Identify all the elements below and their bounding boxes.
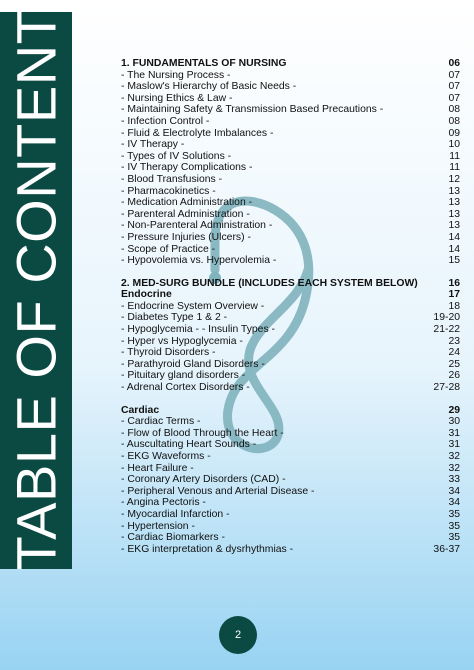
toc-entry-title: - Parenteral Administration - (121, 208, 250, 220)
toc-entry-row[interactable] (121, 255, 460, 267)
toc-page-number: 21-22 (433, 324, 460, 336)
toc-heading-row[interactable] (121, 289, 460, 301)
toc-page-number: 15 (448, 255, 460, 267)
toc-page-number: 34 (448, 497, 460, 509)
toc-page-number: 31 (448, 427, 460, 439)
toc-entry-title: - Medication Administration - (121, 197, 253, 209)
toc-entry-title: - Coronary Artery Disorders (CAD) - (121, 474, 286, 486)
toc-entry-title: - Pituitary gland disorders - (121, 370, 246, 382)
toc-page-number: 31 (448, 439, 460, 451)
toc-entry-title: - Peripheral Venous and Arterial Disease - (121, 485, 315, 497)
toc-entry-title: - Types of IV Solutions - (121, 150, 232, 162)
toc-entry-row[interactable] (121, 116, 460, 128)
toc-entry-title: - Heart Failure - (121, 462, 194, 474)
toc-entry-row[interactable] (121, 232, 460, 244)
toc-page-number: 09 (448, 127, 460, 139)
toc-entry-title: - Hypovolemia vs. Hypervolemia - (121, 255, 277, 267)
table-of-contents (121, 58, 460, 566)
toc-page-number: 16 (448, 277, 460, 289)
toc-entry-row[interactable] (121, 416, 460, 428)
toc-entry-row[interactable] (121, 104, 460, 116)
toc-entry-title: - Endocrine System Overview - (121, 300, 265, 312)
toc-page-number: 36-37 (433, 543, 460, 555)
toc-entry-row[interactable] (121, 463, 460, 475)
toc-entry-title: - Cardiac Biomarkers - (121, 532, 225, 544)
toc-page-number: 13 (448, 220, 460, 232)
toc-page-number: 32 (448, 462, 460, 474)
toc-entry-title: - Auscultating Heart Sounds - (121, 439, 257, 451)
toc-entry-title: Cardiac (121, 404, 160, 416)
toc-entry-row[interactable] (121, 209, 460, 221)
toc-entry-row[interactable] (121, 486, 460, 498)
toc-page-number: 35 (448, 532, 460, 544)
sidebar-banner (0, 9, 72, 571)
toc-page-number: 11 (449, 150, 460, 162)
toc-entry-title: 2. MED-SURG BUNDLE (INCLUDES EACH SYSTEM BELOW) (121, 277, 418, 289)
page-number-badge (219, 616, 257, 654)
toc-entry-title: - Hyper vs Hypoglycemia - (121, 335, 243, 347)
toc-section (121, 405, 460, 556)
toc-page-number: 25 (448, 358, 460, 370)
toc-entry-row[interactable] (121, 70, 460, 82)
toc-page-number: 11 (449, 162, 460, 174)
toc-entry-title: Endocrine (121, 289, 172, 301)
toc-entry-title: - Hypoglycemia - - Insulin Types - (121, 324, 275, 336)
toc-entry-row[interactable] (121, 301, 460, 313)
toc-heading-row[interactable] (121, 58, 460, 70)
toc-entry-title: - Infection Control - (121, 115, 210, 127)
toc-page-number: 26 (448, 370, 460, 382)
toc-entry-title: - Parathyroid Gland Disorders - (121, 358, 265, 370)
toc-entry-row[interactable] (121, 324, 460, 336)
toc-heading-row[interactable] (121, 278, 460, 290)
toc-page-number: 35 (448, 508, 460, 520)
toc-page-number: 24 (448, 347, 460, 359)
toc-entry-row[interactable] (121, 81, 460, 93)
toc-entry-row[interactable] (121, 336, 460, 348)
toc-entry-title: - Myocardial Infarction - (121, 508, 230, 520)
toc-entry-title: - Adrenal Cortex Disorders - (121, 382, 250, 394)
toc-page-number: 13 (448, 208, 460, 220)
toc-entry-row[interactable] (121, 197, 460, 209)
toc-entry-row[interactable] (121, 497, 460, 509)
page-number: 2 (234, 629, 242, 641)
toc-entry-title: - Flow of Blood Through the Heart - (121, 427, 284, 439)
toc-entry-row[interactable] (121, 544, 460, 556)
toc-entry-title: - EKG Waveforms - (121, 451, 211, 462)
toc-entry-row[interactable] (121, 451, 460, 463)
toc-entry-title: - Pressure Injuries (Ulcers) - (121, 231, 251, 243)
toc-entry-row[interactable] (121, 428, 460, 440)
toc-page-number: 06 (448, 58, 460, 69)
toc-entry-row[interactable] (121, 151, 460, 163)
toc-entry-row[interactable] (121, 93, 460, 105)
toc-page-number: 34 (448, 485, 460, 497)
toc-entry-row[interactable] (121, 174, 460, 186)
toc-entry-row[interactable] (121, 439, 460, 451)
toc-entry-row[interactable] (121, 359, 460, 371)
toc-section (121, 278, 460, 394)
toc-entry-title: - Maslow's Hierarchy of Basic Needs - (121, 81, 297, 93)
toc-entry-row[interactable] (121, 186, 460, 198)
toc-entry-title: - The Nursing Process - (121, 69, 231, 81)
toc-page-number: 14 (448, 243, 460, 255)
toc-heading-row[interactable] (121, 405, 460, 417)
toc-entry-title: - Pharmacokinetics - (121, 185, 216, 197)
toc-page-number: 13 (448, 197, 460, 209)
toc-page-number: 07 (448, 69, 460, 81)
toc-page-number: 18 (448, 300, 460, 312)
toc-entry-row[interactable] (121, 521, 460, 533)
toc-page-number: 08 (448, 104, 460, 116)
toc-page-number: 17 (448, 289, 460, 301)
toc-entry-title: - IV Therapy Complications - (121, 162, 253, 174)
toc-page-number: 08 (448, 115, 460, 127)
sidebar-title: TABLE OF CONTENT (4, 9, 68, 571)
toc-page-number: 13 (448, 185, 460, 197)
toc-page-number: 12 (448, 173, 460, 185)
toc-entry-title: - Scope of Practice - (121, 243, 216, 255)
toc-entry-title: - Diabetes Type 1 & 2 - (121, 312, 228, 324)
toc-page-number: 35 (448, 520, 460, 532)
toc-entry-row[interactable] (121, 244, 460, 256)
toc-entry-row[interactable] (121, 509, 460, 521)
toc-entry-row[interactable] (121, 162, 460, 174)
toc-page-number: 30 (448, 416, 460, 428)
toc-entry-row[interactable] (121, 312, 460, 324)
toc-entry-row[interactable] (121, 532, 460, 544)
toc-page-number: 07 (448, 92, 460, 104)
toc-entry-title: - Hypertension - (121, 520, 195, 532)
toc-page-number: 07 (448, 81, 460, 93)
toc-entry-title: - Nursing Ethics & Law - (121, 92, 233, 104)
toc-entry-title: - Fluid & Electrolyte Imbalances - (121, 127, 274, 139)
toc-entry-title: - Non-Parenteral Administration - (121, 220, 273, 232)
toc-page-number: 27-28 (433, 382, 460, 394)
toc-entry-title: - Angina Pectoris - (121, 497, 206, 509)
toc-entry-row[interactable] (121, 370, 460, 382)
toc-page-number: 29 (448, 404, 460, 416)
toc-entry-row[interactable] (121, 382, 460, 394)
toc-entry-title: - Cardiac Terms - (121, 416, 201, 428)
toc-entry-row[interactable] (121, 128, 460, 140)
toc-entry-title: - EKG interpretation & dysrhythmias - (121, 543, 294, 555)
toc-entry-title: - Thyroid Disorders - (121, 347, 216, 359)
toc-entry-row[interactable] (121, 139, 460, 151)
toc-page-number: 23 (448, 335, 460, 347)
toc-entry-title: - IV Therapy - (121, 139, 185, 151)
toc-page-number: 19-20 (433, 312, 460, 324)
toc-page-number: 10 (448, 139, 460, 151)
toc-entry-row[interactable] (121, 347, 460, 359)
toc-section (121, 58, 460, 267)
toc-page-number: 14 (448, 231, 460, 243)
toc-page-number: 32 (448, 451, 460, 462)
toc-page-number: 33 (448, 474, 460, 486)
toc-entry-title: - Blood Transfusions - (121, 173, 223, 185)
toc-entry-title: 1. FUNDAMENTALS OF NURSING (121, 58, 287, 69)
toc-entry-title: - Maintaining Safety & Transmission Based Precautions - (121, 104, 384, 116)
toc-entry-row[interactable] (121, 220, 460, 232)
toc-entry-row[interactable] (121, 474, 460, 486)
